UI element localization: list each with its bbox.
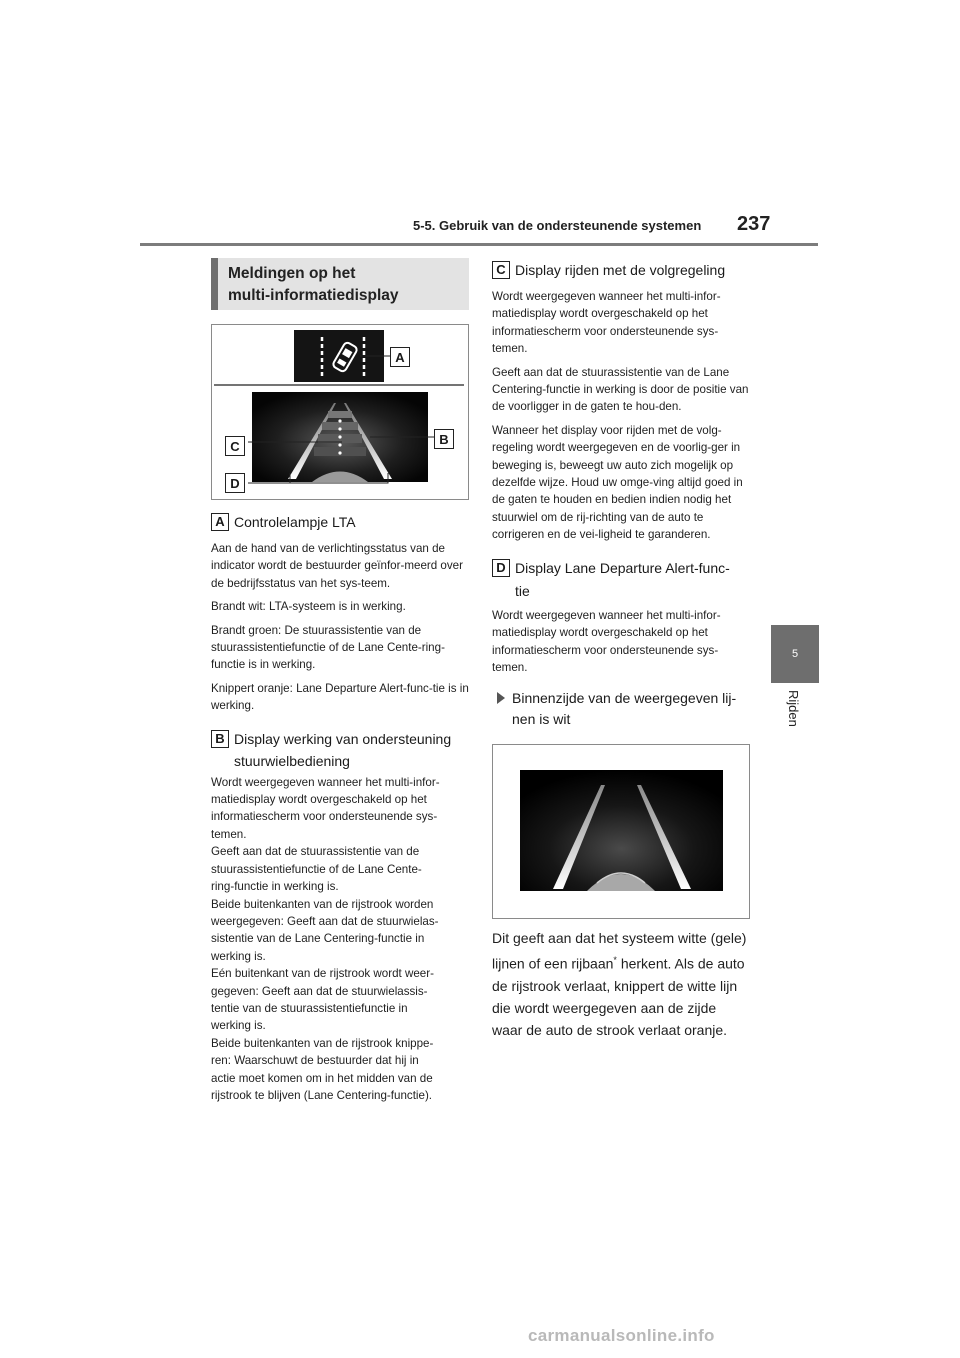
lane-lines-illustration (492, 744, 750, 919)
page-number: 237 (737, 213, 771, 235)
item-d-title-line-2: tie (515, 582, 530, 599)
item-b-line: ring-functie in werking is. (211, 880, 339, 894)
item-c-para-1: Wordt weergegeven wanneer het multi-infor-matiedisplay wordt overgeschakeld op het informatiescherm voor ondersteunende sys-temen. (492, 290, 721, 356)
item-b-line: Eén buitenkant van de rijstrook wordt weer- (211, 967, 434, 981)
leading-vehicle (328, 411, 352, 418)
item-c-para-2: Geeft aan dat de stuurassistentie van de Lane Centering-functie in werking is door de positie van de voorligger in de gaten te hou-den. (492, 365, 749, 414)
item-a-letter: A (211, 513, 229, 531)
item-b-body (211, 774, 469, 1105)
callout-c: C (225, 436, 245, 456)
item-a-para-2: Brandt wit: LTA-systeem is in werking. (211, 600, 406, 614)
item-b-line: ren: Waarschuwt de bestuurder dat hij in (211, 1054, 419, 1068)
item-b-title-line-1: Display werking van ondersteuning (234, 730, 452, 747)
item-b-line: Beide buitenkanten van de rijstrook knippe- (211, 1036, 434, 1050)
item-b-line: stuurassistentiefunctie of de Lane Cente- (211, 862, 422, 876)
item-c-para-3: Wanneer het display voor rijden met de volg-regeling wordt weergegeven en de voorlig-ger in beweging is, beweegt uw auto zich mogelijk op dezelfde wijze. Houd uw omge-ving altijd goed in de gaten te houden en bedien indien nodig het stuurwiel om de rij-richting van de auto te corrigeren en de vei-ligheid te garanderen. (492, 423, 743, 542)
item-d-para-1: Wordt weergegeven wanneer het multi-infor-matiedisplay wordt overgeschakeld op het informatiescherm voor ondersteunende sys-temen. (492, 608, 721, 674)
section-header: 5-5. Gebruik van de ondersteunende systemen (413, 218, 702, 233)
closing-text-2: herkent. Als de auto de rijstrook verlaat, knippert de witte lijn die wordt weergegeven aan de zijde waar de auto de strook verlaat oranje. (492, 955, 745, 1038)
bullet-line-1: Binnenzijde van de weergegeven lij- (512, 690, 737, 707)
section-title-line-2: multi-informatiedisplay (228, 287, 399, 304)
item-b-line: Geeft aan dat de stuurassistentie van de (211, 845, 420, 859)
item-d-title-line-1: Display Lane Departure Alert-func- (515, 559, 730, 576)
item-b-line: sistentie van de Lane Centering-functie in (211, 932, 425, 946)
bullet-line-2: nen is wit (512, 711, 571, 728)
callout-a: A (390, 347, 410, 367)
item-a-title: Controlelampje LTA (234, 514, 356, 530)
item-d-heading (492, 558, 750, 578)
item-a-para-1: Aan de hand van de verlichtingsstatus van de indicator wordt de bestuurder geïnfor-meerd over de bedrijfsstatus van het sys-teem. (211, 542, 463, 590)
display-illustration-svg (212, 325, 468, 499)
bullet-triangle-icon (497, 692, 505, 704)
item-c-title: Display rijden met de volgregeling (515, 262, 726, 278)
item-a-heading (211, 512, 469, 532)
footnote-marker: * (613, 955, 617, 966)
chapter-label: Rijden (786, 690, 801, 727)
item-b-line: Beide buitenkanten van de rijstrook worden (211, 897, 434, 911)
left-column (211, 258, 469, 1104)
item-c-heading (492, 260, 750, 280)
bullet-inner-white (492, 688, 750, 730)
chapter-tab (771, 625, 819, 683)
item-b-line: werking is. (211, 949, 266, 963)
item-b-line: rijstrook te blijven (Lane Centering-functie). (211, 1088, 433, 1102)
item-b-line: temen. (211, 827, 247, 841)
item-b-line: actie moet komen om in het midden van de (211, 1071, 433, 1085)
item-b-heading (211, 729, 469, 749)
item-a-para-3: Brandt groen: De stuurassistentie van de stuurassistentiefunctie of de Lane Cente-ring-functie is in werking. (211, 623, 445, 672)
section-title-line-1: Meldingen op het (228, 265, 356, 282)
chapter-number: 5 (791, 648, 799, 660)
item-b-line: Wordt weergegeven wanneer het multi-infor- (211, 775, 440, 789)
closing-text-1: Dit geeft aan dat het systeem witte (gele) lijnen of een rijbaan (492, 930, 747, 972)
item-b-title-line-2: stuurwielbediening (234, 752, 350, 769)
closing-paragraph (492, 927, 750, 1041)
item-b-line: gegeven: Geeft aan dat de stuurwielassis- (211, 984, 428, 998)
right-column (492, 258, 750, 1041)
item-b-line: informatiescherm voor ondersteunende sys- (211, 810, 438, 824)
header-rule (140, 243, 818, 246)
display-illustration (211, 324, 469, 500)
section-title-box (211, 258, 469, 310)
callout-b: B (434, 429, 454, 449)
item-b-line: werking is. (211, 1019, 266, 1033)
item-d-letter: D (492, 559, 510, 577)
item-b-line: tentie van de stuurassistentiefunctie in (211, 1001, 408, 1015)
item-b-line: weergegeven: Geeft aan dat de stuurwielas- (211, 914, 439, 928)
callout-d: D (225, 473, 245, 493)
item-b-line: matiedisplay wordt overgeschakeld op het (211, 793, 427, 807)
item-c-letter: C (492, 261, 510, 279)
item-a-para-4: Knippert oranje: Lane Departure Alert-func-tie is in werking. (211, 681, 469, 713)
item-b-letter: B (211, 730, 229, 748)
lane-lines-svg (493, 745, 749, 918)
watermark: carmanualsonline.info (528, 1326, 715, 1345)
